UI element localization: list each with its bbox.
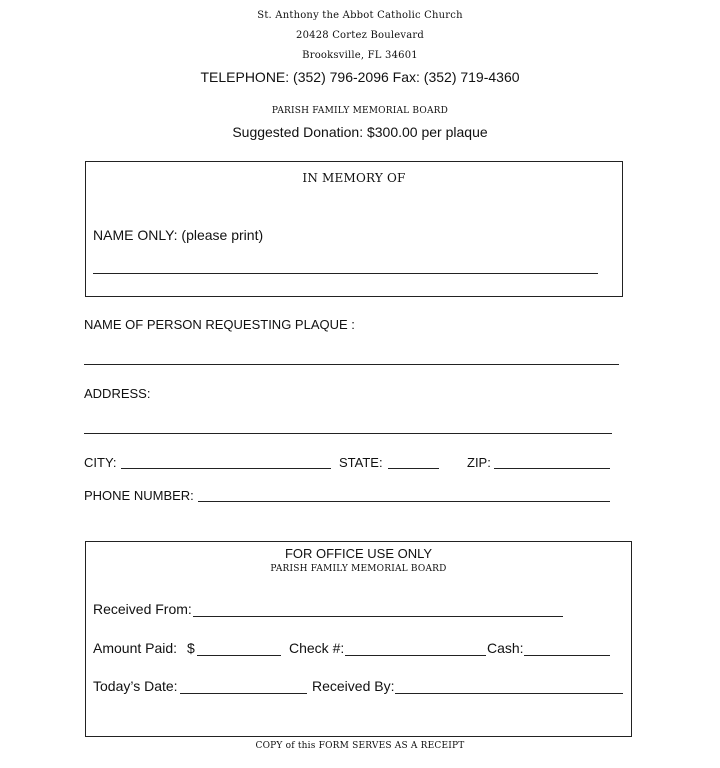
in-memory-box <box>85 161 623 297</box>
received-from-label: Received From: <box>93 601 192 617</box>
amount-paid-label: Amount Paid: <box>93 640 178 656</box>
memorial-name-line[interactable] <box>93 273 598 274</box>
state-line[interactable] <box>388 468 439 469</box>
received-from-line[interactable] <box>193 616 563 617</box>
cash-label: Cash: <box>487 640 524 656</box>
received-by-line[interactable] <box>395 693 623 694</box>
cash-line[interactable] <box>524 655 610 656</box>
requester-name-label: NAME OF PERSON REQUESTING PLAQUE : <box>84 317 355 332</box>
church-name: St. Anthony the Abbot Catholic Church <box>257 10 463 21</box>
church-street: 20428 Cortez Boulevard <box>296 30 424 41</box>
todays-date-line[interactable] <box>180 693 307 694</box>
office-use-box <box>85 541 632 737</box>
requester-name-line[interactable] <box>84 364 619 365</box>
address-label: ADDRESS: <box>84 386 151 401</box>
zip-label: ZIP: <box>467 455 491 470</box>
state-label: STATE: <box>339 455 383 470</box>
received-by-label: Received By: <box>312 678 395 694</box>
check-number-label: Check #: <box>289 640 345 656</box>
address-line[interactable] <box>84 433 612 434</box>
city-label: CITY: <box>84 455 117 470</box>
suggested-donation: Suggested Donation: $300.00 per plaque <box>232 124 488 140</box>
phone-line[interactable] <box>198 501 610 502</box>
board-title: PARISH FAMILY MEMORIAL BOARD <box>271 106 449 116</box>
church-city: Brooksville, FL 34601 <box>302 50 418 61</box>
city-line[interactable] <box>121 468 331 469</box>
dollar-sign: $ <box>187 640 195 656</box>
zip-line[interactable] <box>494 468 610 469</box>
office-use-title: FOR OFFICE USE ONLY <box>284 546 433 561</box>
name-only-label: NAME ONLY: (please print) <box>93 227 264 243</box>
todays-date-label: Today’s Date: <box>93 678 178 694</box>
amount-paid-line[interactable] <box>197 655 281 656</box>
office-board-subtitle: PARISH FAMILY MEMORIAL BOARD <box>270 564 447 574</box>
phone-label: PHONE NUMBER: <box>84 488 194 503</box>
receipt-note: COPY of this FORM SERVES AS A RECEIPT <box>255 741 465 751</box>
in-memory-title: IN MEMORY OF <box>302 171 406 185</box>
telephone-fax-line: TELEPHONE: (352) 796-2096 Fax: (352) 719-4360 <box>200 69 520 85</box>
check-number-line[interactable] <box>345 655 486 656</box>
